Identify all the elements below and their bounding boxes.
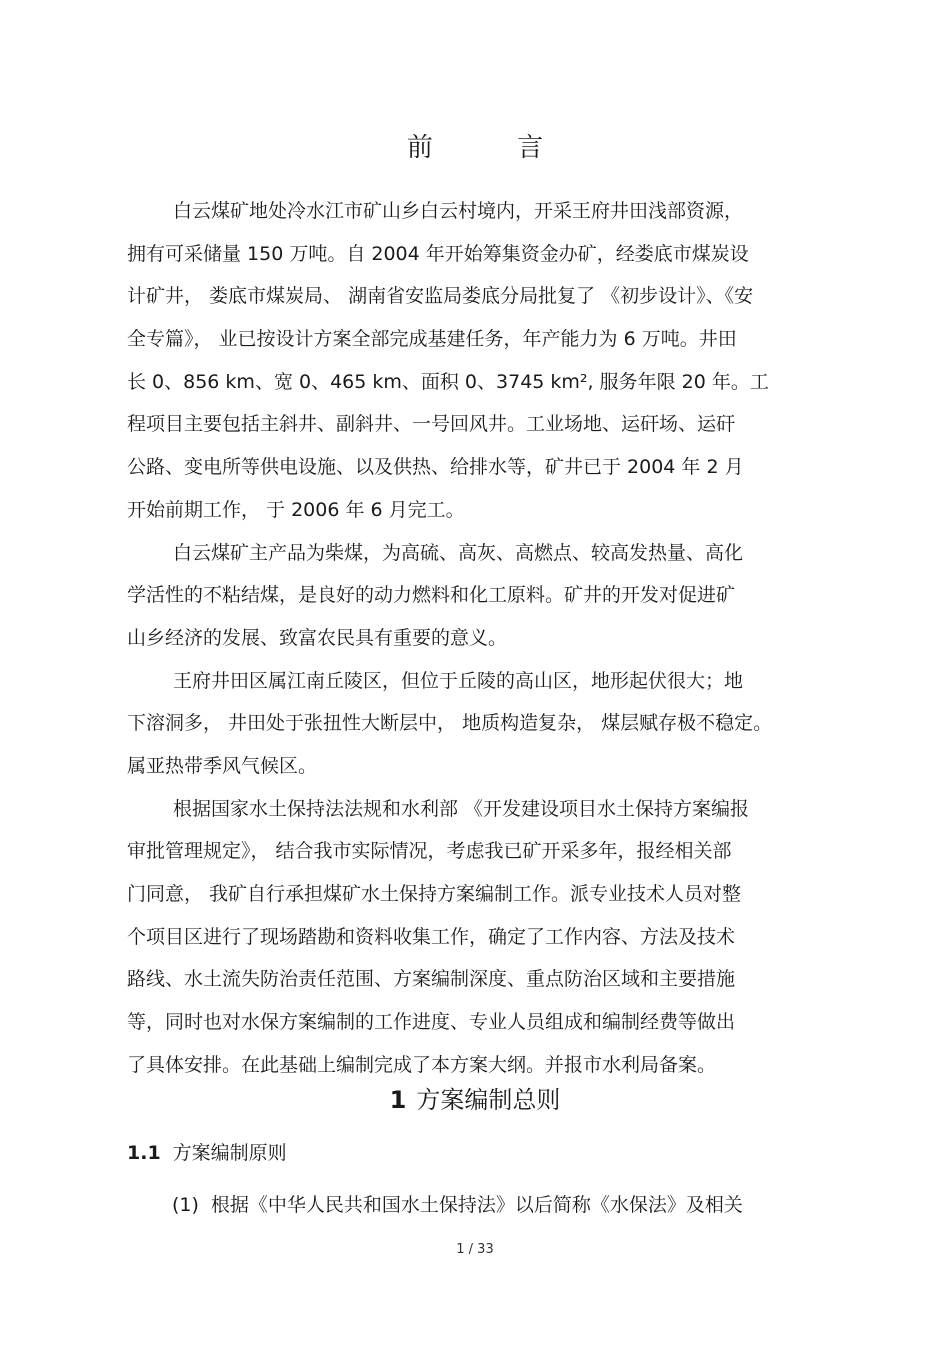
text-line: 审批管理规定》， 结合我市实际情况，考虑我已矿开采多年，报经相关部: [127, 840, 732, 863]
text-line: 个项目区进行了现场踏勘和资料收集工作，确定了工作内容、方法及技术: [127, 925, 736, 948]
list-item-number: (1): [172, 1194, 199, 1216]
section-number: 1: [389, 1086, 407, 1114]
page-title: 前 言: [406, 133, 582, 163]
subsection-heading-1-1: [127, 1136, 287, 1170]
text-line: 长 0、856 km、宽 0、465 km、面积 0、3745 km², 服务年限 20 年。工: [127, 370, 769, 393]
text-line: 公路、变电所等供电设施、以及供热、给排水等，矿井已于 2004 年 2 月: [127, 456, 744, 479]
text-line: 白云煤矿主产品为柴煤，为高硫、高灰、高燃点、较高发热量、高化: [173, 541, 744, 564]
text-line: 了具体安排。在此基础上编制完成了本方案大纲。并报市水利局备案。: [127, 1053, 717, 1076]
text-line: 路线、水土流失防治责任范围、方案编制深度、重点防治区域和主要措施: [127, 968, 736, 991]
subsection-number: 1.1: [127, 1142, 161, 1164]
text-line: 拥有可采储量 150 万吨。自 2004 年开始筹集资金办矿，经娄底市煤炭设: [127, 242, 749, 265]
subsection-title: 方案编制原则: [172, 1142, 287, 1164]
text-line: 门同意， 我矿自行承担煤矿水土保持方案编制工作。派专业技术人员对整: [127, 883, 742, 905]
text-line: 程项目主要包括主斜井、副斜井、一号回风井。工业场地、运矸场、运矸: [127, 413, 736, 436]
section-title: 方案编制总则: [416, 1086, 561, 1114]
list-item-text: 根据《中华人民共和国水土保持法》以后简称《水保法》及相关: [210, 1194, 743, 1216]
list-item: [172, 1187, 743, 1223]
text-line: 王府井田区属江南丘陵区，但位于丘陵的高山区，地形起伏很大；地: [173, 669, 744, 692]
text-line: 根据国家水土保持法法规和水利部 《开发建设项目水土保持方案编报: [173, 797, 750, 820]
text-line: 学活性的不粘结煤，是良好的动力燃料和化工原料。矿井的开发对促进矿: [127, 584, 736, 607]
text-line: 等，同时也对水保方案编制的工作进度、专业人员组成和编制经费等做出: [127, 1011, 736, 1034]
text-line: 山乡经济的发展、致富农民具有重要的意义。: [127, 626, 508, 649]
text-line: 属亚热带季风气候区。: [127, 754, 318, 777]
text-line: 白云煤矿地处冷水江市矿山乡白云村境内，开采王府井田浅部资源，: [173, 200, 744, 222]
text-line: 下溶洞多， 井田处于张扭性大断层中， 地质构造复杂， 煤层赋存极不稳定。: [127, 712, 773, 735]
preface-body: [127, 190, 837, 1086]
text-line: 全专篇》， 业已按设计方案全部完成基建任务，年产能力为 6 万吨。井田: [127, 328, 737, 351]
text-line: 开始前期工作， 于 2006 年 6 月完工。: [127, 498, 465, 521]
section-heading-1: [0, 1080, 950, 1120]
text-line: 计矿井， 娄底市煤炭局、 湖南省安监局娄底分局批复了 《初步设计》、《安: [127, 285, 754, 308]
page-number: 1 / 33: [456, 1242, 494, 1257]
